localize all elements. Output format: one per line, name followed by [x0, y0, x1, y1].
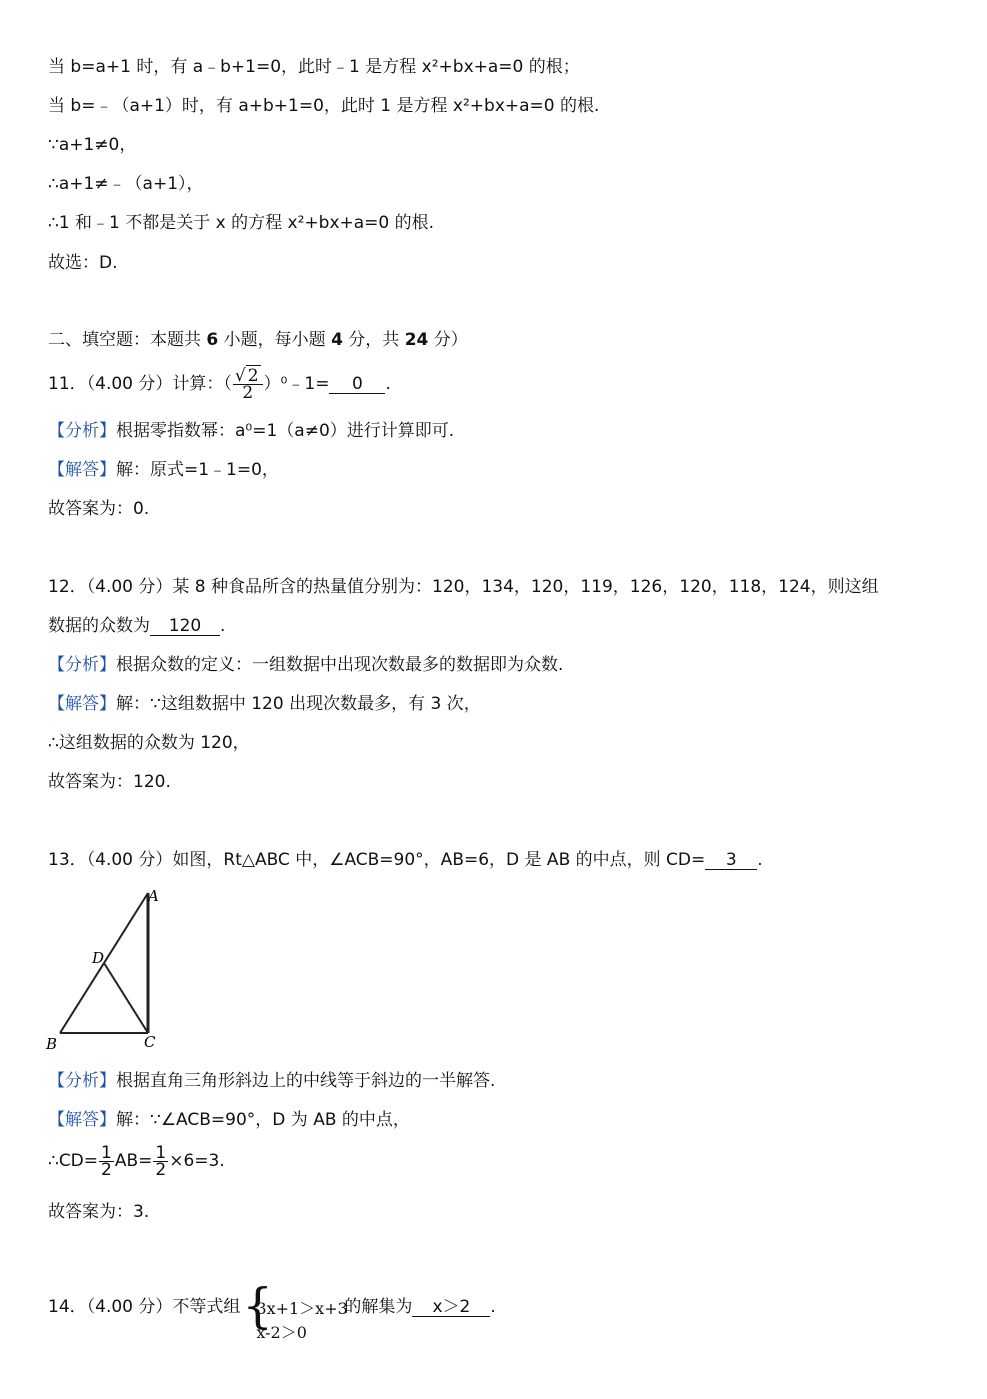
radicand: 2 [247, 365, 259, 386]
inequality-1: 3x+1＞x+3 [256, 1299, 348, 1318]
section-text: 分，共 [342, 330, 405, 350]
solution-text: 解：原式=1﹣1=0， [116, 460, 279, 480]
eq-part: AB= [114, 1151, 153, 1171]
question-count: 6 [206, 330, 219, 350]
q12-text: 数据的众数为 [48, 616, 150, 636]
inequality-2: x-2＞0 [256, 1323, 307, 1342]
period: . [757, 850, 763, 870]
solution-text: 解：∵∠ACB=90°，D 为 AB 的中点， [116, 1110, 410, 1130]
final-answer: 故答案为：0. [48, 499, 150, 519]
final-answer: 故答案为：120. [48, 772, 171, 792]
q12-stem: 12．（4.00 分）某 8 种食品所含的热量值分别为：120，134，120，119，126，120，118，124，则这组 [48, 577, 879, 597]
solution-line: ∴这组数据的众数为 120， [48, 733, 250, 753]
text-line: ∵a+1≠0， [48, 135, 137, 155]
answer-blank: 0 [329, 375, 385, 394]
q14-stem [48, 1278, 496, 1342]
text-line: 当 b=﹣（a+1）时，有 a+b+1=0，此时 1 是方程 x²+bx+a=0 的根. [48, 96, 600, 116]
sqrt-fraction: $\frac{√ 2}{2}$ [233, 368, 263, 401]
answer-blank: x＞2 [412, 1298, 490, 1317]
points-each: 4 [331, 330, 343, 350]
answer-blank: 3 [705, 851, 757, 870]
solution-tag: 【解答】 [48, 694, 116, 714]
period: . [385, 374, 391, 394]
q12-stem-cont [48, 615, 225, 637]
triangle-figure [44, 885, 174, 1055]
q13-stem [48, 849, 763, 871]
analysis-line [48, 1070, 495, 1092]
brace-icon: { [242, 1278, 273, 1334]
text-line: ∴1 和﹣1 不都是关于 x 的方程 x²+bx+a=0 的根. [48, 213, 435, 233]
q11-rest: ）⁰﹣1= [263, 374, 330, 394]
analysis-tag: 【分析】 [48, 655, 116, 675]
eq-part: ∴CD= [48, 1151, 99, 1171]
section-text: 分） [428, 330, 468, 350]
analysis-text: 根据零指数幂：a⁰=1（a≠0）进行计算即可. [116, 421, 455, 441]
q11-label: 11．（4.00 分）计算：（ [48, 374, 232, 394]
denominator: 2 [155, 1159, 167, 1180]
text-line: ∴a+1≠﹣（a+1）， [48, 174, 204, 194]
solution-line [48, 693, 481, 715]
denominator: 2 [242, 382, 254, 403]
q11-stem [48, 366, 391, 402]
label-a: A [148, 887, 159, 905]
answer-blank: 120 [150, 617, 220, 636]
solution-tag: 【解答】 [48, 1110, 116, 1130]
analysis-text: 根据直角三角形斜边上的中线等于斜边的一半解答. [116, 1071, 496, 1091]
text-line: 当 b=a+1 时，有 a﹣b+1=0，此时﹣1 是方程 x²+bx+a=0 的根； [48, 57, 580, 77]
analysis-line [48, 654, 563, 676]
section-heading [48, 329, 468, 351]
solution-text: 解：∵这组数据中 120 出现次数最多，有 3 次， [116, 694, 481, 714]
segment-cd [104, 963, 148, 1033]
q14-text: 的解集为 [344, 1297, 413, 1317]
section-text: 小题，每小题 [218, 330, 332, 350]
analysis-tag: 【分析】 [48, 421, 116, 441]
period: . [490, 1297, 496, 1317]
points-total: 24 [404, 330, 429, 350]
q14-label: 14．（4.00 分）不等式组 [48, 1297, 241, 1317]
fraction-half [153, 1142, 168, 1180]
cd-equation [48, 1142, 225, 1180]
period: . [220, 616, 226, 636]
eq-part: ×6=3. [169, 1151, 225, 1171]
label-d: D [92, 949, 105, 967]
label-b: B [46, 1035, 58, 1053]
section-text: 二、填空题：本题共 [48, 330, 207, 350]
solution-line [48, 1109, 410, 1131]
fraction-half [99, 1142, 114, 1180]
label-c: C [144, 1033, 156, 1051]
solution-line [48, 459, 279, 481]
solution-tag: 【解答】 [48, 460, 116, 480]
numerator: 1 [101, 1142, 112, 1163]
text-line: 故选：D. [48, 253, 118, 273]
numerator: 1 [155, 1142, 167, 1163]
q13-text: 13．（4.00 分）如图，Rt△ABC 中，∠ACB=90°，AB=6，D 是 AB 的中点，则 CD= [48, 850, 706, 870]
inequality-system [242, 1278, 348, 1342]
analysis-line [48, 420, 454, 442]
analysis-text: 根据众数的定义：一组数据中出现次数最多的数据即为众数. [116, 655, 564, 675]
denominator: 2 [101, 1159, 112, 1180]
final-answer: 故答案为：3. [48, 1202, 150, 1222]
analysis-tag: 【分析】 [48, 1071, 116, 1091]
